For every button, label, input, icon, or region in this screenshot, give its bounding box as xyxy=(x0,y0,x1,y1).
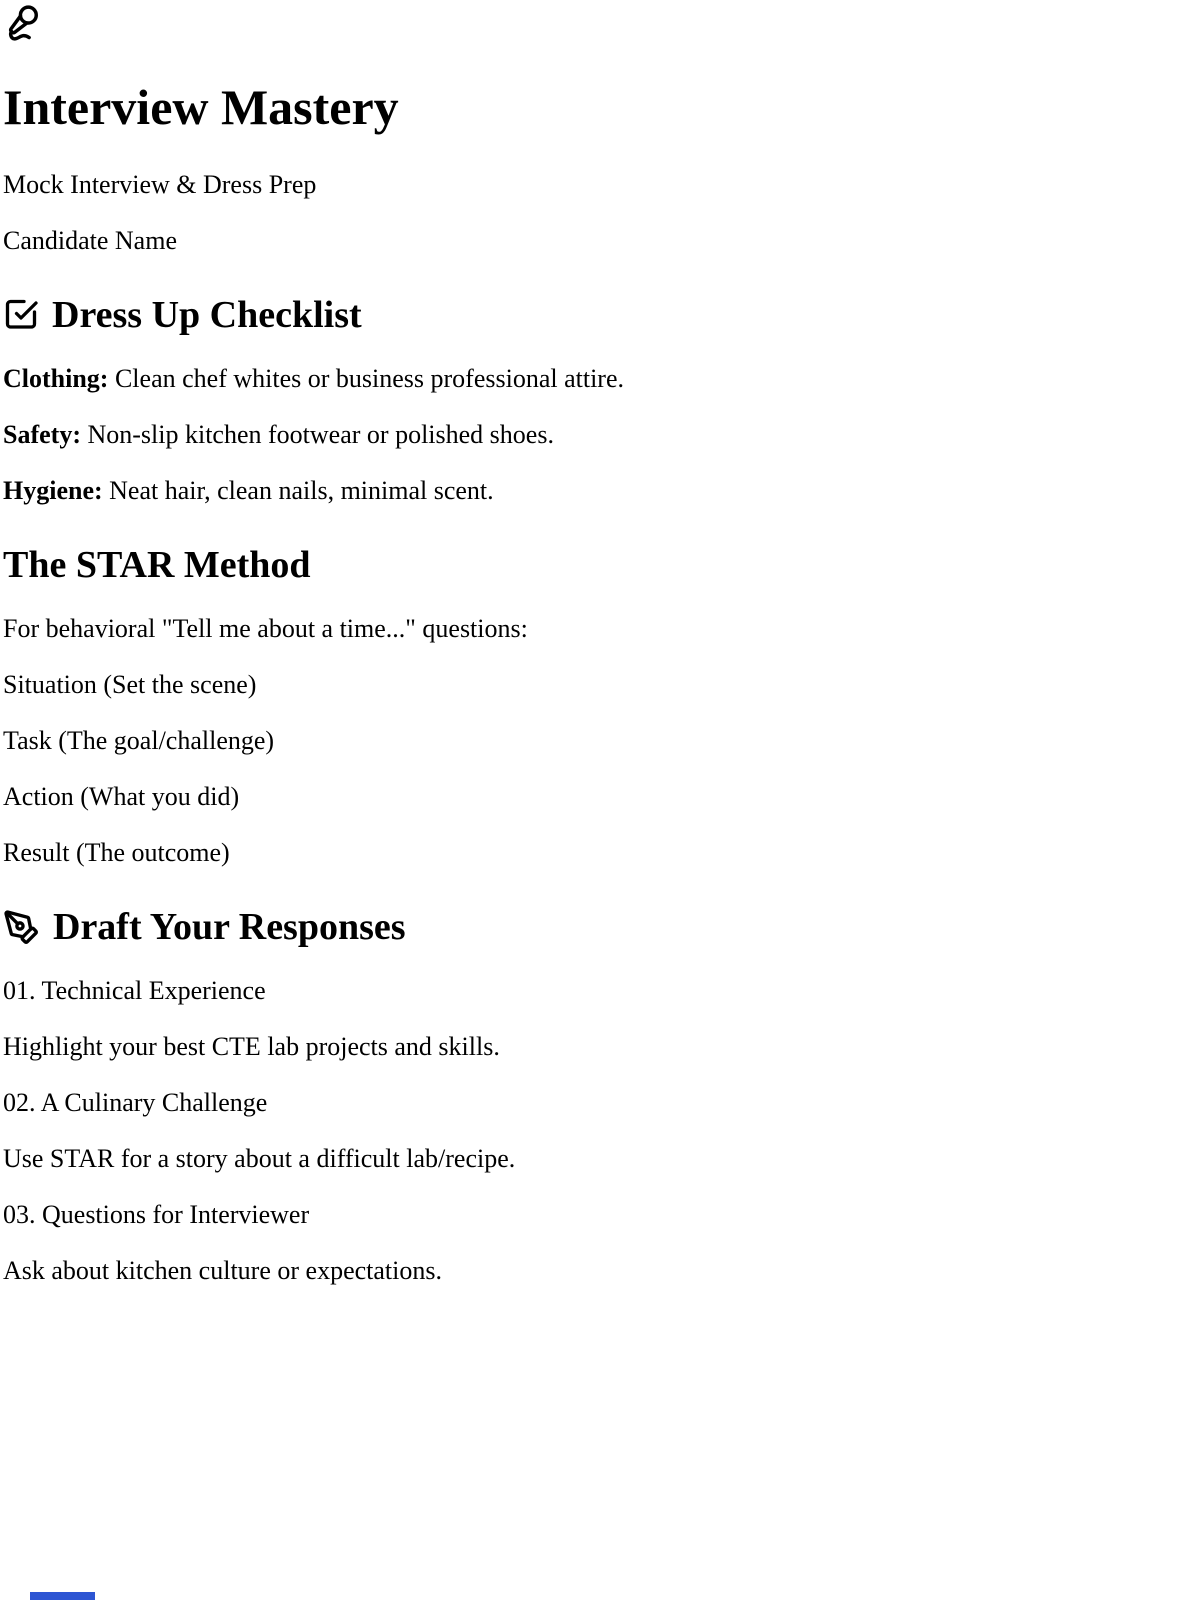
section-heading-label: The STAR Method xyxy=(3,544,311,586)
section-heading-draft-responses xyxy=(3,904,1200,950)
checklist-item xyxy=(3,476,1200,506)
checklist-item-label: Hygiene: xyxy=(3,476,103,505)
prompt-title: 02. A Culinary Challenge xyxy=(3,1088,268,1117)
section-heading-dress-checklist xyxy=(3,292,1200,338)
prompt-title: 01. Technical Experience xyxy=(3,976,266,1005)
prompt-hint: Highlight your best CTE lab projects and skills. xyxy=(3,1032,500,1061)
mic-vocal-icon xyxy=(3,4,1200,42)
page-title: Interview Mastery xyxy=(3,79,399,135)
checklist-item-text: Non-slip kitchen footwear or polished shoes. xyxy=(80,420,554,449)
checklist-item xyxy=(3,420,1200,450)
candidate-name: Candidate Name xyxy=(3,226,177,255)
checklist-item-label: Safety: xyxy=(3,420,81,449)
prompt-title: 03. Questions for Interviewer xyxy=(3,1200,310,1229)
star-step: Result (The outcome) xyxy=(3,838,230,867)
star-intro: For behavioral "Tell me about a time..." questions: xyxy=(3,614,528,643)
page-subtitle: Mock Interview & Dress Prep xyxy=(3,170,317,199)
star-step: Action (What you did) xyxy=(3,782,240,811)
checklist-item xyxy=(3,364,1200,394)
pen-tool-icon xyxy=(3,909,40,946)
checklist-item-label: Clothing: xyxy=(3,364,109,393)
star-step: Task (The goal/challenge) xyxy=(3,726,275,755)
section-heading-star-method xyxy=(3,542,1200,588)
checklist-item-text: Clean chef whites or business professional attire. xyxy=(108,364,624,393)
section-heading-label: Dress Up Checklist xyxy=(52,294,362,336)
prompt-hint: Use STAR for a story about a difficult lab/recipe. xyxy=(3,1144,516,1173)
star-step: Situation (Set the scene) xyxy=(3,670,257,699)
cutoff-blue-element[interactable] xyxy=(30,1592,95,1600)
section-heading-label: Draft Your Responses xyxy=(53,906,406,948)
checklist-item-text: Neat hair, clean nails, minimal scent. xyxy=(102,476,494,505)
prompt-hint: Ask about kitchen culture or expectations. xyxy=(3,1256,442,1285)
checked-square-icon xyxy=(3,297,39,333)
